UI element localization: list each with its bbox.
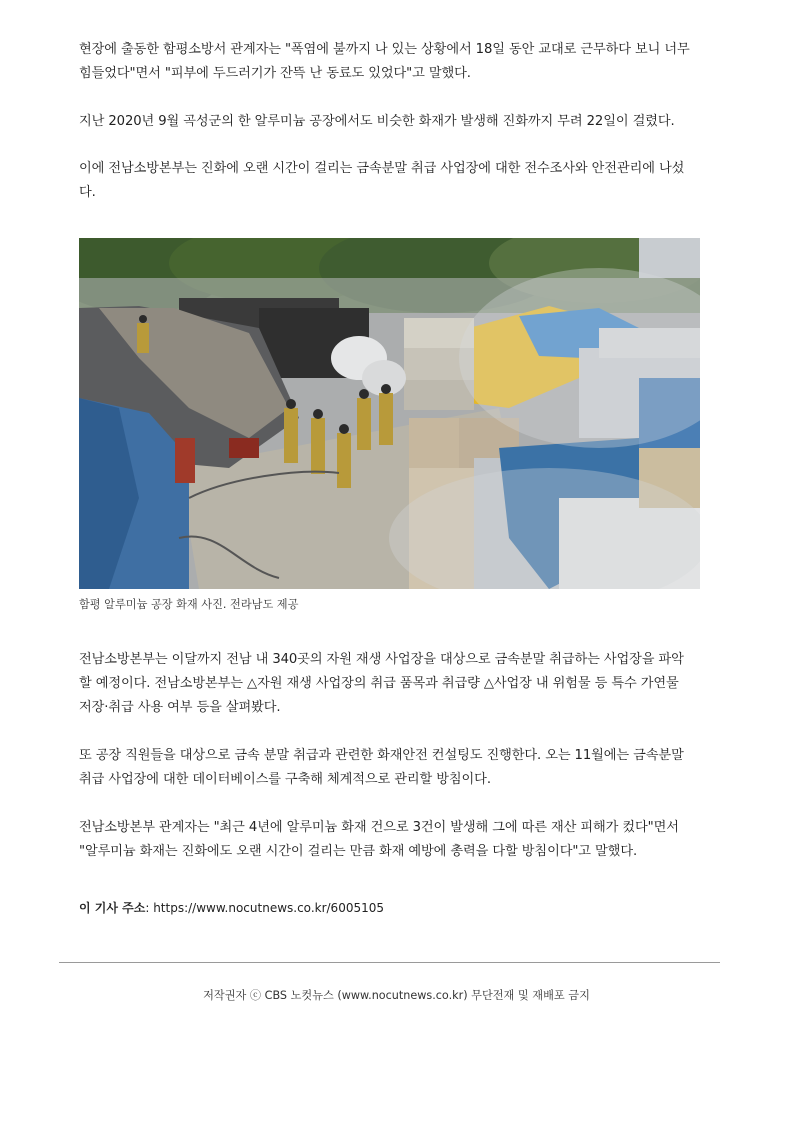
source-separator: : — [145, 901, 150, 915]
paragraph-line: 다. — [79, 185, 96, 200]
paragraph-line: 현장에 출동한 함평소방서 관계자는 "폭염에 불까지 나 있는 상황에서 18일 동안 교대로 근무하다 보니 너무 — [79, 42, 690, 57]
paragraph-line: 이에 전남소방본부는 진화에 오랜 시간이 걸리는 금속분말 취급 사업장에 대한 전수조사와 안전관리에 나섰 — [79, 161, 685, 176]
paragraph-line: 할 예정이다. 전남소방본부는 △자원 재생 사업장의 취급 품목과 취급량 △사업장 내 위험물 등 특수 가연물 — [79, 676, 679, 691]
paragraph-3 — [79, 157, 703, 205]
paragraph-line: 힘들었다"면서 "피부에 두드러기가 잔뜩 난 동료도 있었다"고 말했다. — [79, 66, 471, 81]
paragraph-line: 전남소방본부 관계자는 "최근 4년에 알루미늄 화재 건으로 3건이 발생해 그에 따른 재산 피해가 컸다"면서 — [79, 820, 679, 835]
paragraph-6 — [79, 816, 703, 864]
paragraph-line: 전남소방본부는 이달까지 전남 내 340곳의 자원 재생 사업장을 대상으로 금속분말 취급하는 사업장을 파악 — [79, 652, 684, 667]
paragraph-line: 취급 사업장에 대한 데이터베이스를 구축해 체계적으로 관리할 방침이다. — [79, 772, 491, 787]
paragraph-line: 지난 2020년 9월 곡성군의 한 알루미늄 공장에서도 비슷한 화재가 발생해 진화까지 무려 22일이 걸렸다. — [79, 114, 675, 129]
source-url-link[interactable]: https://www.nocutnews.co.kr/6005105 — [149, 901, 384, 915]
fire-scene-photo — [79, 238, 700, 589]
paragraph-line: 저장·취급 사용 여부 등을 살펴봤다. — [79, 700, 281, 715]
source-label: 이 기사 주소 — [79, 901, 146, 915]
paragraph-4 — [79, 648, 703, 720]
footer-divider — [59, 962, 720, 963]
paragraph-line: "알루미늄 화재는 진화에도 오랜 시간이 걸리는 만큼 화재 예방에 총력을 다할 방침이다"고 말했다. — [79, 844, 638, 859]
photo-caption: 함평 알루미늄 공장 화재 사진. 전라남도 제공 — [79, 598, 299, 611]
paragraph-2 — [79, 110, 703, 134]
paragraph-line: 또 공장 직원들을 대상으로 금속 분말 취급과 관련한 화재안전 컨설팅도 진행한다. 오는 11월에는 금속분말 — [79, 748, 684, 763]
article-source-line — [79, 898, 384, 918]
copyright-notice: 저작권자 ⓒ CBS 노컷뉴스 (www.nocutnews.co.kr) 무단전재 및 재배포 금지 — [203, 989, 590, 1002]
paragraph-5 — [79, 744, 703, 792]
paragraph-1 — [79, 38, 703, 86]
